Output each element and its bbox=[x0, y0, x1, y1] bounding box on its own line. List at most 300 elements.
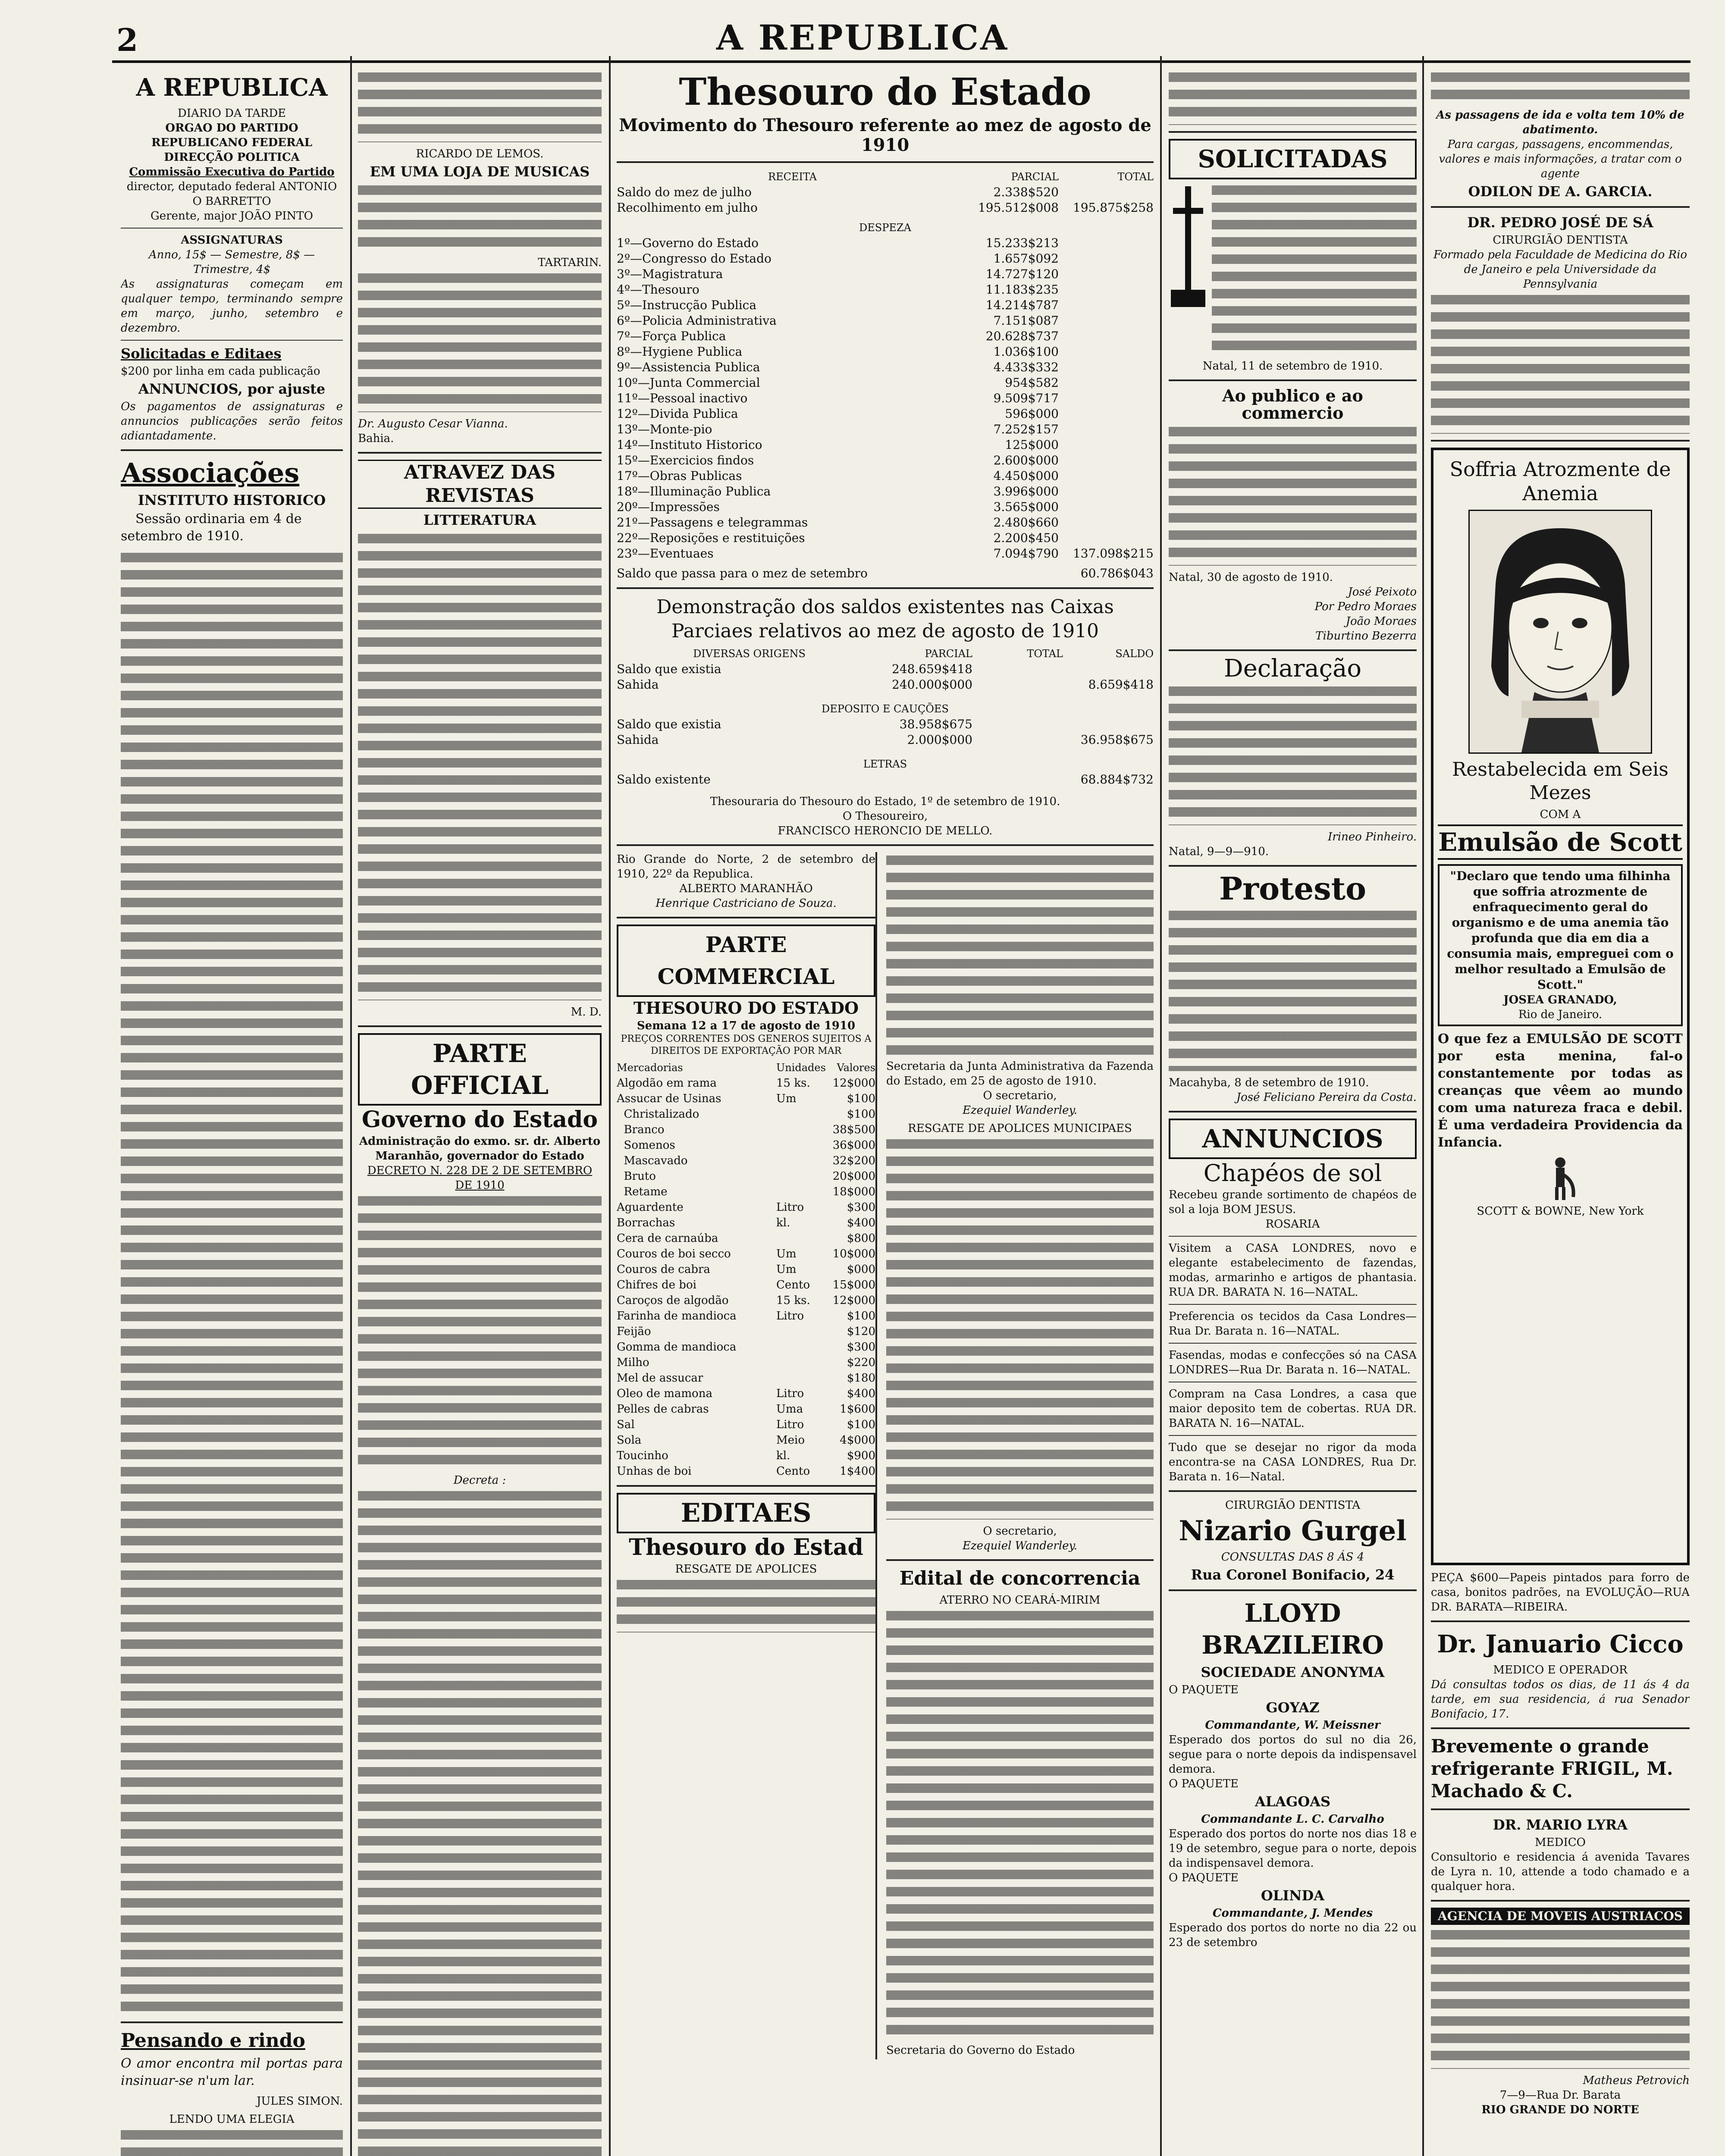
scott-ad bbox=[1431, 448, 1690, 1565]
deposito-header bbox=[617, 701, 1154, 717]
col3-henrique: Henrique Castriciano de Souza. bbox=[656, 897, 837, 910]
demo-header bbox=[617, 646, 1154, 661]
merc-name: Assucar de Usinas bbox=[617, 1092, 721, 1105]
merc-name: Mascavado bbox=[617, 1154, 688, 1167]
divider bbox=[1431, 1727, 1690, 1729]
table-row bbox=[617, 1448, 875, 1463]
col3-demo-title: Demonstração dos saldos existentes nas Caixas Parciaes relativos ao mez de agosto de 1910 bbox=[656, 596, 1114, 642]
row-total bbox=[1059, 515, 1154, 530]
merc-value: $000 bbox=[847, 1263, 875, 1276]
divider bbox=[1431, 1808, 1690, 1810]
table-row bbox=[617, 484, 1154, 499]
col1-subtitle1: DIARIO DA TARDE bbox=[177, 107, 286, 120]
col4-ao-publico: Ao publico e ao commercio bbox=[1222, 386, 1363, 423]
merc-value: 38$500 bbox=[832, 1123, 875, 1136]
row-parcial: 125$000 bbox=[1005, 438, 1059, 452]
row-total bbox=[1059, 468, 1154, 484]
row-parcial: 15.233$213 bbox=[985, 236, 1059, 250]
despeza-header bbox=[617, 220, 1154, 235]
merc-unit bbox=[776, 1370, 828, 1386]
divider bbox=[617, 844, 1154, 846]
table-row bbox=[617, 1075, 875, 1091]
letras-row bbox=[617, 772, 1154, 787]
col5-odilon: ODILON DE A. GARCIA. bbox=[1468, 183, 1653, 200]
despeza-label: DESPEZA bbox=[859, 222, 911, 234]
row-total bbox=[1059, 453, 1154, 468]
col3-semana: Semana 12 a 17 de agosto de 1910 bbox=[637, 1019, 856, 1032]
divider bbox=[1169, 1589, 1417, 1591]
merc-name: Toucinho bbox=[617, 1449, 668, 1462]
row-total bbox=[1059, 499, 1154, 515]
col4-olinda-cmd: Commandante, J. Mendes bbox=[1212, 1907, 1373, 1920]
divider bbox=[358, 1025, 602, 1027]
col3-parte-comm: PARTE COMMERCIAL bbox=[617, 924, 875, 997]
row-parcial: 14.727$120 bbox=[985, 267, 1059, 281]
merc-name: Milho bbox=[617, 1356, 649, 1369]
row-label: 4º—Thesouro bbox=[617, 282, 699, 297]
col1-solicitadas-price: $200 por linha em cada publicação bbox=[121, 365, 320, 378]
merc-value: 4$000 bbox=[840, 1434, 875, 1447]
cross-icon bbox=[1169, 182, 1208, 311]
col4-paquete-3: O PAQUETE bbox=[1169, 1871, 1239, 1884]
table-row bbox=[617, 313, 1154, 329]
masthead: A REPUBLICA bbox=[716, 17, 1009, 58]
col3-thesouraria-line: Thesouraria do Thesouro do Estado, 1º de setembro de 1910. bbox=[710, 795, 1060, 808]
saldo-passa-label: Saldo que passa para o mez de setembro bbox=[617, 566, 868, 580]
merc-unit: Litro bbox=[776, 1201, 804, 1214]
merc-name: Unhas de boi bbox=[617, 1465, 692, 1478]
merc-unit: Um bbox=[776, 1092, 797, 1105]
divider bbox=[121, 449, 343, 451]
col3-thesouro-estado: THESOURO DO ESTADO bbox=[633, 998, 859, 1018]
row-label: Saldo do mez de julho bbox=[617, 185, 752, 199]
col5-januario-text: Dá consultas todos os dias, de 11 ás 4 da tarde, em sua residencia, á rua Senador Bonifacio, 17. bbox=[1431, 1678, 1690, 1720]
col1-solicitadas: Solicitadas e Editaes bbox=[121, 345, 282, 362]
col1-elegia: LENDO UMA ELEGIA bbox=[169, 2113, 295, 2126]
col5-cirurgiao: CIRURGIÃO DENTISTA bbox=[1493, 234, 1628, 247]
table-row bbox=[617, 1386, 875, 1401]
merc-value: 1$600 bbox=[840, 1403, 875, 1416]
col5-brevemente: Brevemente o grande refrigerante FRIGIL, M. Machado & C. bbox=[1431, 1736, 1673, 1802]
hotel-signatures bbox=[1169, 585, 1417, 643]
total-header: TOTAL bbox=[1117, 171, 1154, 183]
row-parcial: 7.252$157 bbox=[993, 422, 1059, 436]
col2-governo-title: Governo do Estado bbox=[361, 1106, 598, 1133]
merc-value: $100 bbox=[847, 1310, 875, 1322]
table-row bbox=[617, 1169, 875, 1184]
col4-natal3: Natal, 9—9—910. bbox=[1169, 845, 1269, 858]
row-saldo: 8.659$418 bbox=[1088, 677, 1154, 692]
row-total bbox=[972, 661, 1063, 677]
scott-ad-title: Soffria Atrozmente de Anemia bbox=[1449, 458, 1671, 505]
table-row bbox=[617, 1122, 875, 1138]
body-text bbox=[358, 530, 602, 1000]
col1-assin-note: As assignaturas começam em qualquer tempo, terminando sempre em março, junho, setembro e dezembro. bbox=[121, 278, 343, 335]
divider bbox=[358, 452, 602, 454]
table-row bbox=[617, 329, 1154, 344]
col4-fasendas: Fasendas, modas e confecções só na CASA LONDRES—Rua Dr. Barata n. 16—NATAL. bbox=[1169, 1349, 1417, 1376]
row-saldo bbox=[1063, 717, 1154, 732]
saldo-passa-value: 60.786$043 bbox=[1080, 566, 1154, 580]
merc-name: Couros de boi secco bbox=[617, 1247, 731, 1260]
table-row bbox=[617, 1153, 875, 1169]
body-text bbox=[886, 1608, 1154, 2039]
merc-name: Farinha de mandioca bbox=[617, 1310, 737, 1322]
merc-label: Mercadorias bbox=[617, 1062, 683, 1074]
body-text bbox=[886, 1136, 1154, 1520]
merc-value: 1$400 bbox=[840, 1465, 875, 1478]
row-total bbox=[1059, 185, 1154, 200]
scott-ad-testimonial-box bbox=[1438, 864, 1683, 1026]
table-row bbox=[617, 515, 1154, 530]
col5-ribeira-addr: 7—9—Rua Dr. Barata bbox=[1499, 2089, 1621, 2102]
merc-name: Feijão bbox=[617, 1325, 651, 1338]
col2-loja-heading: EM UMA LOJA DE MUSICAS bbox=[370, 163, 590, 180]
col3-aterro: ATERRO NO CEARÁ-MIRIM bbox=[939, 1594, 1101, 1607]
merc-unit: kl. bbox=[776, 1216, 790, 1229]
row-parcial: 20.628$737 bbox=[985, 329, 1059, 343]
merc-name: Sola bbox=[617, 1434, 642, 1447]
col1-title: A REPUBLICA bbox=[136, 73, 328, 102]
saldo-passa-row bbox=[617, 566, 1154, 581]
table-row bbox=[617, 406, 1154, 422]
col4-natal-date: Natal, 11 de setembro de 1910. bbox=[1202, 360, 1383, 373]
col4-cirurgiao: CIRURGIÃO DENTISTA bbox=[1225, 1499, 1361, 1512]
row-label: Recolhimento em julho bbox=[617, 201, 758, 215]
col1-pensando-author: JULES SIMON. bbox=[256, 2095, 343, 2108]
unid-label: Unidades bbox=[776, 1062, 826, 1074]
col2-parte-official: PARTE OFFICIAL bbox=[358, 1033, 602, 1106]
col4-chapeos-text: Recebeu grande sortimento de chapéos de sol a loja BOM JESUS. bbox=[1169, 1188, 1417, 1216]
merc-unit bbox=[776, 1339, 828, 1355]
col2-tartarin: TARTARIN. bbox=[538, 256, 602, 269]
column-1 bbox=[121, 69, 343, 2156]
divider bbox=[1169, 1435, 1417, 1436]
merc-unit: Cento bbox=[776, 1465, 810, 1478]
row-total bbox=[972, 717, 1063, 732]
letras-header bbox=[617, 756, 1154, 772]
row-parcial: 2.338$520 bbox=[993, 185, 1059, 199]
merc-value: 18$000 bbox=[832, 1185, 875, 1198]
divider bbox=[1169, 1343, 1417, 1344]
col3-movimento: Movimento do Thesouro referente ao mez de agosto de 1910 bbox=[619, 115, 1151, 155]
col3-ezequiel-2: Ezequiel Wanderley. bbox=[962, 1539, 1078, 1552]
merc-unit: 15 ks. bbox=[776, 1294, 810, 1307]
col3-rio-grande: Rio Grande do Norte, 2 de setembro de 1910, 22º da Republica. bbox=[617, 853, 875, 881]
signature: Tiburtino Bezerra bbox=[1315, 630, 1417, 642]
col1-annuncios: ANNUNCIOS, por ajuste bbox=[138, 381, 326, 397]
receita-header bbox=[617, 169, 1154, 185]
table-row bbox=[617, 298, 1154, 313]
merc-name: Bruto bbox=[617, 1170, 656, 1183]
row-parcial: 7.151$087 bbox=[993, 313, 1059, 328]
row-parcial: 1.657$092 bbox=[993, 251, 1059, 266]
signature: João Moraes bbox=[1346, 615, 1417, 628]
merc-value: 36$000 bbox=[832, 1139, 875, 1152]
col1-subtitle2: ORGAO DO PARTIDO REPUBLICANO FEDERAL bbox=[151, 122, 313, 149]
row-label: Saldo que existia bbox=[617, 717, 721, 731]
merc-unit: Litro bbox=[776, 1418, 804, 1431]
table-row bbox=[617, 1370, 875, 1386]
merc-unit: Uma bbox=[776, 1403, 803, 1416]
merc-name: Couros de cabra bbox=[617, 1263, 710, 1276]
row-total bbox=[1059, 329, 1154, 344]
merc-value: 12$000 bbox=[832, 1077, 875, 1090]
divider bbox=[121, 228, 343, 229]
row-parcial: 3.565$000 bbox=[993, 500, 1059, 514]
row-parcial: 2.480$660 bbox=[993, 515, 1059, 530]
divider bbox=[121, 340, 343, 341]
table-row bbox=[617, 1401, 875, 1417]
col2-decreta: Decreta : bbox=[453, 1474, 506, 1487]
body-text bbox=[358, 182, 602, 251]
row-total bbox=[1059, 313, 1154, 329]
col2-sig-viana: Dr. Augusto Cesar Vianna. bbox=[358, 417, 508, 430]
table-row bbox=[617, 661, 1154, 677]
row-parcial: 11.183$235 bbox=[985, 282, 1059, 297]
merc-name: Cera de carnaúba bbox=[617, 1232, 718, 1245]
row-label: 15º—Exercicios findos bbox=[617, 453, 754, 467]
table-row bbox=[617, 717, 1154, 732]
body-text bbox=[886, 852, 1154, 1055]
table-row bbox=[617, 677, 1154, 693]
col5-formado: Formado pela Faculdade de Medicina do Rio de Janeiro e pela Universidade da Pennsylvania bbox=[1433, 248, 1687, 291]
table-row bbox=[617, 360, 1154, 375]
col5-peca: PEÇA $600—Papeis pintados para forro de casa, bonitos padrões, na EVOLUÇÃO—RUA DR. BARATA—RIBEIRA. bbox=[1431, 1571, 1690, 1614]
divider bbox=[1431, 206, 1690, 208]
scott-ad-que-faz: O que fez a EMULSÃO DE SCOTT por esta menina, fal-o constantemente por todas as creanças que vêem ao mundo com uma natureza fraca e debil. É uma verdadeira Providencia da Infancia. bbox=[1438, 1031, 1683, 1150]
receita-rows bbox=[617, 185, 1154, 216]
row-total bbox=[1059, 437, 1154, 453]
signature: Por Pedro Moraes bbox=[1314, 600, 1417, 613]
despeza-rows bbox=[617, 235, 1154, 561]
row-total bbox=[1059, 530, 1154, 546]
row-parcial: 9.509$717 bbox=[993, 391, 1059, 405]
col4-rosaria: ROSARIA bbox=[1265, 1218, 1320, 1231]
row-label: 23º—Eventuaes bbox=[617, 546, 714, 561]
row-total bbox=[972, 732, 1063, 748]
row-parcial: 4.433$332 bbox=[993, 360, 1059, 374]
merc-unit bbox=[776, 1184, 828, 1200]
col4-declaracao: Declaração bbox=[1223, 655, 1362, 683]
merc-unit bbox=[776, 1231, 828, 1246]
col5-mateus: Matheus Petrovich bbox=[1583, 2074, 1690, 2087]
col4-natal2: Natal, 30 de agosto de 1910. bbox=[1169, 571, 1333, 584]
column-rule-2 bbox=[609, 56, 611, 2156]
merc-name: Branco bbox=[617, 1123, 665, 1136]
table-row bbox=[617, 1091, 875, 1106]
body-text bbox=[1431, 1927, 1690, 2069]
merc-value: $400 bbox=[847, 1387, 875, 1400]
col1-sessao: Sessão ordinaria em 4 de setembro de 1910. bbox=[121, 511, 302, 544]
body-text bbox=[121, 2127, 343, 2156]
scott-ad-restabelecida: Restabelecida em Seis Mezes bbox=[1452, 758, 1669, 804]
table-row bbox=[617, 1339, 875, 1355]
col5-aviso: As passagens de ida e volta tem 10% de abatimento. bbox=[1436, 109, 1684, 136]
parcial2-header: PARCIAL bbox=[925, 648, 972, 660]
col3-o-secretario-2: O secretario, bbox=[983, 1525, 1057, 1538]
row-label: 11º—Pessoal inactivo bbox=[617, 391, 748, 405]
demo-rows bbox=[617, 661, 1154, 693]
table-row bbox=[617, 1215, 875, 1231]
col5-januario: Dr. Januario Cicco bbox=[1437, 1630, 1684, 1658]
row-total bbox=[1059, 391, 1154, 406]
body-text bbox=[1169, 69, 1417, 125]
row-parcial: 4.450$000 bbox=[993, 469, 1059, 483]
row-total bbox=[1059, 375, 1154, 391]
divider bbox=[121, 2021, 343, 2023]
merc-unit: Um bbox=[776, 1263, 797, 1276]
merc-unit bbox=[776, 1138, 828, 1153]
col3-precos-correntes: PREÇOS CORRENTES DOS GENEROS SUJEITOS A DIREITOS DE EXPORTAÇÃO POR MAR bbox=[621, 1034, 872, 1056]
col3-sub-rule bbox=[875, 852, 877, 2059]
merc-value: $100 bbox=[847, 1092, 875, 1105]
body-text bbox=[358, 270, 602, 412]
row-label: 13º—Monte-pio bbox=[617, 422, 712, 436]
row-label: 21º—Passagens e telegrammas bbox=[617, 515, 808, 530]
col4-annuncios: ANNUNCIOS bbox=[1169, 1119, 1417, 1159]
merc-name: Somenos bbox=[617, 1139, 675, 1152]
col4-alagoas: ALAGOAS bbox=[1255, 1793, 1331, 1810]
merc-unit: Um bbox=[776, 1247, 797, 1260]
table-row bbox=[617, 1308, 875, 1324]
col4-nizario: Nizario Gurgel bbox=[1179, 1515, 1407, 1547]
body-text bbox=[1431, 69, 1690, 103]
col2-admin-line: Administração do exmo. sr. dr. Alberto Maranhão, governador do Estado bbox=[359, 1135, 601, 1163]
merc-unit: Meio bbox=[776, 1434, 805, 1447]
col3-edital-title: Edital de concorrencia bbox=[899, 1567, 1141, 1589]
col4-irineo: Irineo Pinheiro. bbox=[1328, 830, 1417, 843]
merc-unit bbox=[776, 1324, 828, 1339]
col4-consultas: CONSULTAS DAS 8 ÁS 4 bbox=[1221, 1551, 1364, 1564]
col4-solicitadas: SOLICITADAS bbox=[1169, 139, 1417, 179]
row-label: 7º—Força Publica bbox=[617, 329, 726, 343]
row-parcial: 38.958$675 bbox=[899, 717, 972, 731]
col4-jose-feliciano: José Feliciano Pereira da Costa. bbox=[1236, 1091, 1417, 1104]
total2-header: TOTAL bbox=[1027, 648, 1063, 660]
merc-value: $900 bbox=[847, 1449, 875, 1462]
merc-name: Oleo de mamona bbox=[617, 1387, 712, 1400]
table-row bbox=[617, 200, 1154, 216]
row-label: Saldo que existia bbox=[617, 662, 721, 676]
scott-ad-emulsao: Emulsão de Scott bbox=[1438, 824, 1683, 860]
table-row bbox=[617, 499, 1154, 515]
divider bbox=[1431, 1900, 1690, 1902]
merc-name: Mel de assucar bbox=[617, 1372, 703, 1385]
row-total bbox=[1059, 484, 1154, 499]
body-text bbox=[358, 69, 602, 142]
row-label: 1º—Governo do Estado bbox=[617, 236, 759, 250]
col1-subtitle3: DIRECÇÃO POLITICA bbox=[164, 151, 300, 164]
body-text bbox=[358, 1488, 602, 2156]
table-row bbox=[617, 1277, 875, 1293]
col3-thesouro-estad: Thesouro do Estad bbox=[629, 1534, 863, 1561]
col1-pagamento-note: Os pagamentos de assignaturas e annuncios publicações serão feitos adiantadamente. bbox=[121, 400, 343, 442]
table-row bbox=[617, 732, 1154, 748]
row-total bbox=[1059, 298, 1154, 313]
row-parcial: 7.094$790 bbox=[993, 546, 1059, 561]
col3-editaes: EDITAES bbox=[617, 1493, 875, 1533]
deposito-label: DEPOSITO E CAUÇÕES bbox=[822, 703, 949, 715]
col3-secretaria-line: Secretaria da Junta Administrativa da Fazenda do Estado, em 25 de agosto de 1910. bbox=[886, 1060, 1154, 1087]
column-rule-3 bbox=[1160, 56, 1162, 2156]
merc-unit bbox=[776, 1355, 828, 1370]
body-text bbox=[1212, 182, 1417, 354]
column-rule-1 bbox=[350, 56, 352, 2156]
row-total bbox=[1059, 406, 1154, 422]
col1-gerente: Gerente, major JOÃO PINTO bbox=[151, 210, 313, 222]
col4-paquete-2: O PAQUETE bbox=[1169, 1777, 1239, 1790]
col3-o-secretario: O secretario, bbox=[983, 1089, 1057, 1102]
merc-unit bbox=[776, 1106, 828, 1122]
merc-unit: 15 ks. bbox=[776, 1077, 810, 1090]
table-row bbox=[617, 235, 1154, 251]
divider bbox=[886, 1559, 1154, 1561]
merc-name: Caroços de algodão bbox=[617, 1294, 729, 1307]
row-label: 20º—Impressões bbox=[617, 500, 720, 514]
col2-bahia: Bahia. bbox=[358, 432, 394, 445]
row-label: 14º—Instituto Historico bbox=[617, 438, 762, 452]
receita-label: RECEITA bbox=[768, 171, 817, 183]
row-label: 10º—Junta Commercial bbox=[617, 376, 760, 390]
table-row bbox=[617, 266, 1154, 282]
row-parcial: 14.214$787 bbox=[985, 298, 1059, 312]
col5-mario-lyra: DR. MARIO LYRA bbox=[1493, 1817, 1628, 1833]
col1-director: director, deputado federal ANTONIO O BARRETTO bbox=[126, 180, 337, 208]
fisherman-logo-icon bbox=[1539, 1154, 1582, 1201]
col5-agencia: AGENCIA DE MOVEIS AUSTRIACOS bbox=[1431, 1908, 1690, 1925]
merc-unit bbox=[776, 1153, 828, 1169]
col5-medico-operador: MEDICO E OPERADOR bbox=[1493, 1664, 1628, 1677]
col5-medico: MEDICO bbox=[1535, 1836, 1586, 1849]
col1-assinaturas: ASSIGNATURAS bbox=[181, 234, 283, 247]
divider bbox=[1169, 1111, 1417, 1112]
col4-goyaz: GOYAZ bbox=[1266, 1699, 1320, 1716]
table-row bbox=[617, 344, 1154, 360]
column-4 bbox=[1169, 69, 1417, 2156]
row-parcial: 954$582 bbox=[1005, 376, 1059, 390]
col4-chapeos: Chapéos de sol bbox=[1203, 1159, 1382, 1187]
table-row bbox=[617, 1246, 875, 1262]
row-total bbox=[1059, 282, 1154, 298]
col3-resgate-apolices: RESGATE DE APOLICES bbox=[675, 1563, 817, 1576]
scott-ad-com-a: COM A bbox=[1540, 808, 1581, 821]
divider bbox=[1169, 649, 1417, 651]
col3-lower bbox=[617, 852, 1154, 2059]
row-parcial: 240.000$000 bbox=[891, 677, 972, 692]
letras-row-label: Saldo existente bbox=[617, 772, 711, 787]
valor-label: Valores bbox=[837, 1062, 875, 1074]
row-parcial: 2.600$000 bbox=[993, 453, 1059, 467]
table-row bbox=[617, 1293, 875, 1308]
col4-lloyd: LLOYD BRAZILEIRO bbox=[1201, 1598, 1384, 1660]
col1-pensando-title: Pensando e rindo bbox=[121, 2030, 305, 2052]
merc-name: Pelles de cabras bbox=[617, 1403, 709, 1416]
col1-instituto: INSTITUTO HISTORICO bbox=[138, 492, 326, 508]
signature: José Peixoto bbox=[1348, 586, 1417, 599]
merc-value: $300 bbox=[847, 1341, 875, 1354]
row-total bbox=[1059, 266, 1154, 282]
table-row bbox=[617, 422, 1154, 437]
header-rule bbox=[112, 60, 1690, 63]
divider bbox=[1169, 1304, 1417, 1305]
merc-name: Algodão em rama bbox=[617, 1077, 717, 1090]
row-label: 6º—Policia Administrativa bbox=[617, 313, 777, 328]
table-row bbox=[617, 1355, 875, 1370]
col5-rio-grande-norte: RIO GRANDE DO NORTE bbox=[1481, 2103, 1639, 2116]
diversas-label: DIVERSAS ORIGENS bbox=[693, 648, 806, 660]
merc-name: Borrachas bbox=[617, 1216, 675, 1229]
